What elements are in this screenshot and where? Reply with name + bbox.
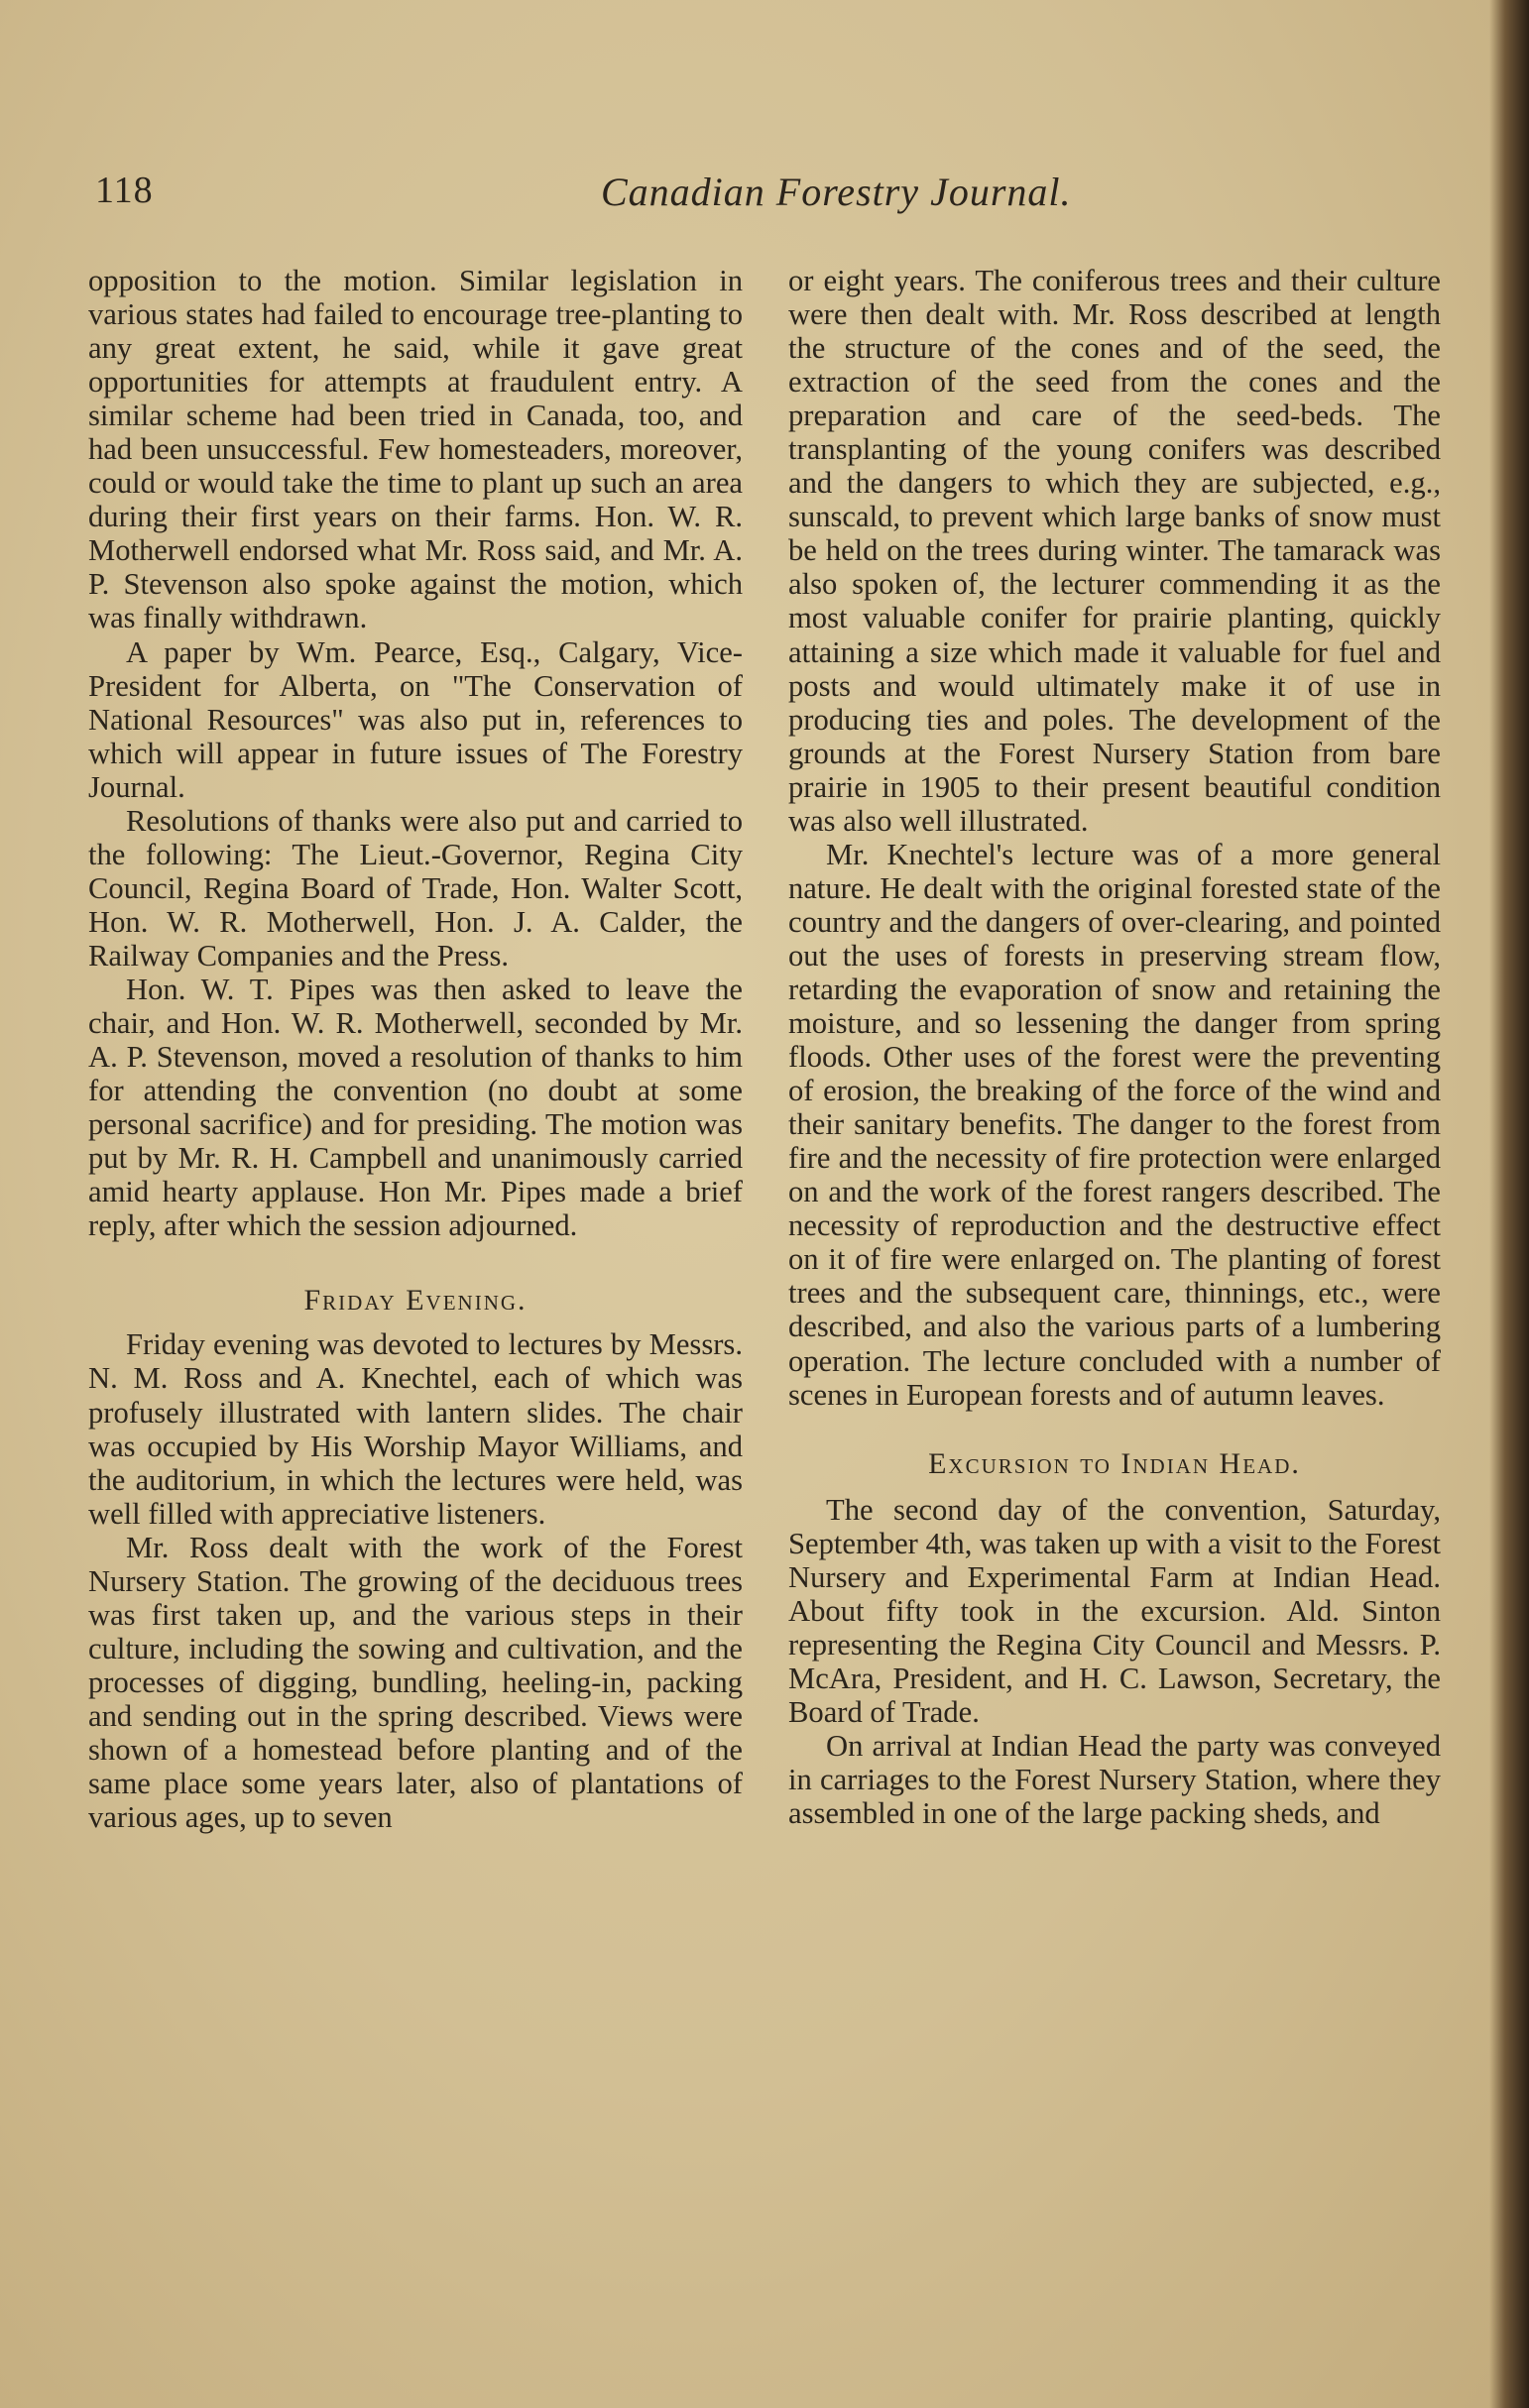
paragraph: The second day of the convention, Saturday, September 4th, was taken up with a visit to the Forest Nursery and Experimental Farm at Indian Head. About fifty took in the excursion. Ald. Sinton representing the Regina City Council and Messrs. P. McAra, President, and H. C. Lawson, Secretary, the Board of Trade. (788, 1492, 1441, 1729)
paragraph: Mr. Knechtel's lecture was of a more general nature. He dealt with the original forested state of the country and the dangers of over-clearing, and pointed out the uses of forests in preserving stream flow, retarding the evaporation of snow and retaining the moisture, and so lessening the danger from spring floods. Other uses of the forest were the preventing of erosion, the breaking of the force of the wind and their sanitary benefits. The danger to the forest from fire and the necessity of fire protection were enlarged on and the work of the forest rangers described. The necessity of reproduction and the destructive effect on it of fire were enlarged on. The planting of forest trees and the subsequent care, thinnings, etc., were described, and also the various parts of a lumbering operation. The lecture concluded with a number of scenes in European forests and of autumn leaves. (788, 837, 1441, 1412)
paragraph: or eight years. The coniferous trees and their culture were then dealt with. Mr. Ross described at length the structure of the cones and of the seed, the extraction of the seed from the cones and the preparation and care of the seed-beds. The transplanting of the young conifers was described and the dangers to which they are subjected, e.g., sunscald, to prevent which large banks of snow must be held on the trees during winter. The tamarack was also spoken of, the lecturer commending it as the most valuable conifer for prairie planting, quickly attaining a size which made it valuable for fuel and posts and would ultimately make it of use in producing ties and poles. The development of the grounds at the Forest Nursery Station from bare prairie in 1905 to their present beautiful condition was also well illustrated. (788, 264, 1441, 838)
binding-edge (1489, 0, 1529, 2408)
paragraph: Hon. W. T. Pipes was then asked to leave the chair, and Hon. W. R. Motherwell, seconded by Mr. A. P. Stevenson, moved a resolution of thanks to him for attending the convention (no doubt at some personal sacrifice) and for presiding. The motion was put by Mr. R. H. Campbell and unanimously carried amid hearty applause. Hon Mr. Pipes made a brief reply, after which the session adjourned. (88, 972, 743, 1243)
page-header (95, 169, 1424, 228)
paragraph: Friday evening was devoted to lectures by Messrs. N. M. Ross and A. Knechtel, each of which was profusely illustrated with lantern slides. The chair was occupied by His Worship Mayor Williams, and the auditorium, in which the lectures were held, was well filled with appreciative listeners. (88, 1327, 743, 1531)
running-title: Canadian Forestry Journal. (601, 170, 1072, 214)
right-column (788, 264, 1441, 1830)
paragraph: Mr. Ross dealt with the work of the Forest Nursery Station. The growing of the deciduous trees was first taken up, and the various steps in their culture, including the sowing and cultivation, and the processes of digging, bundling, heeling-in, packing and sending out in the spring described. Views were shown of a homestead before planting and of the same place some years later, also of plantations of various ages, up to seven (88, 1530, 743, 1835)
paragraph: Resolutions of thanks were also put and carried to the following: The Lieut.-Governor, Regina City Council, Regina Board of Trade, Hon. Walter Scott, Hon. W. R. Motherwell, Hon. J. A. Calder, the Railway Companies and the Press. (88, 803, 743, 973)
left-column (88, 264, 743, 1834)
paragraph: opposition to the motion. Similar legislation in various states had failed to encourage tree-planting to any great extent, he said, while it gave great opportunities for attempts at fraudulent entry. A similar scheme had been tried in Canada, too, and had been unsuccessful. Few homesteaders, moreover, could or would take the time to plant up such an area during their first years on their farms. Hon. W. R. Motherwell endorsed what Mr. Ross said, and Mr. A. P. Stevenson also spoke against the motion, which was finally withdrawn. (88, 264, 743, 635)
section-heading: Excursion to Indian Head. (928, 1446, 1301, 1480)
page-number: 118 (95, 170, 154, 211)
paragraph: On arrival at Indian Head the party was conveyed in carriages to the Forest Nursery Station, where they assembled in one of the large packing sheds, and (788, 1728, 1441, 1831)
paragraph: A paper by Wm. Pearce, Esq., Calgary, Vice-President for Alberta, on "The Conservation of National Resources" was also put in, references to which will appear in future issues of The Forestry Journal. (88, 634, 743, 804)
section-heading: Friday Evening. (303, 1284, 528, 1318)
